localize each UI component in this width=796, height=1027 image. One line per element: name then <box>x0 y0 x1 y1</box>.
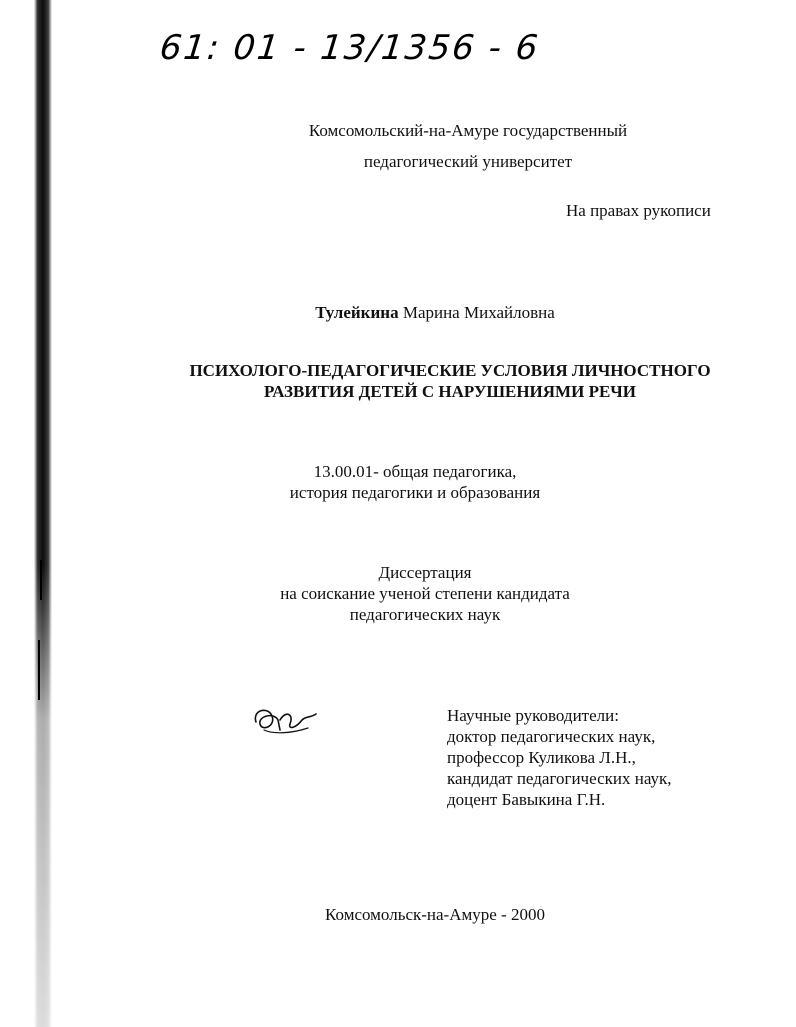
title-line-2: РАЗВИТИЯ ДЕТЕЙ С НАРУШЕНИЯМИ РЕЧИ <box>263 382 636 401</box>
archive-number: 61: 01 - 13/1356 - 6 <box>157 28 542 68</box>
university-name-line-1: Комсомольский-на-Амуре государственный <box>308 121 628 140</box>
advisor-line: доцент Бавыкина Г.Н. <box>447 790 606 809</box>
rights-note: На правах рукописи <box>566 201 711 220</box>
handwritten-signature <box>250 700 320 744</box>
author-given-names: Марина Михайловна <box>402 303 555 322</box>
title-line-1: ПСИХОЛОГО-ПЕДАГОГИЧЕСКИЕ УСЛОВИЯ ЛИЧНОСТНОГО <box>189 361 711 380</box>
university-name-line-2: педагогический университет <box>363 152 573 171</box>
author-name <box>200 303 670 323</box>
binding-edge <box>34 0 52 1027</box>
advisor-line: профессор Куликова Л.Н., <box>447 748 636 767</box>
advisor-line: доктор педагогических наук, <box>447 727 656 746</box>
binding-speck <box>40 560 42 600</box>
dissertation-type-line-3: педагогических наук <box>349 605 501 624</box>
city-and-year: Комсомольск-на-Амуре - 2000 <box>325 905 545 924</box>
dissertation-type-line-2: на соискание ученой степени кандидата <box>280 584 570 603</box>
advisor-line: кандидат педагогических наук, <box>447 769 672 788</box>
author-surname: Тулейкина <box>315 303 399 322</box>
dissertation-title <box>120 360 780 402</box>
dissertation-type-line-1: Диссертация <box>378 563 472 582</box>
scientific-advisors <box>447 705 672 810</box>
advisors-heading: Научные руководители: <box>447 706 619 725</box>
binding-speck <box>38 640 40 700</box>
specialty-line-2: история педагогики и образования <box>289 483 541 502</box>
specialty-line-1: 13.00.01- общая педагогика, <box>313 462 517 481</box>
